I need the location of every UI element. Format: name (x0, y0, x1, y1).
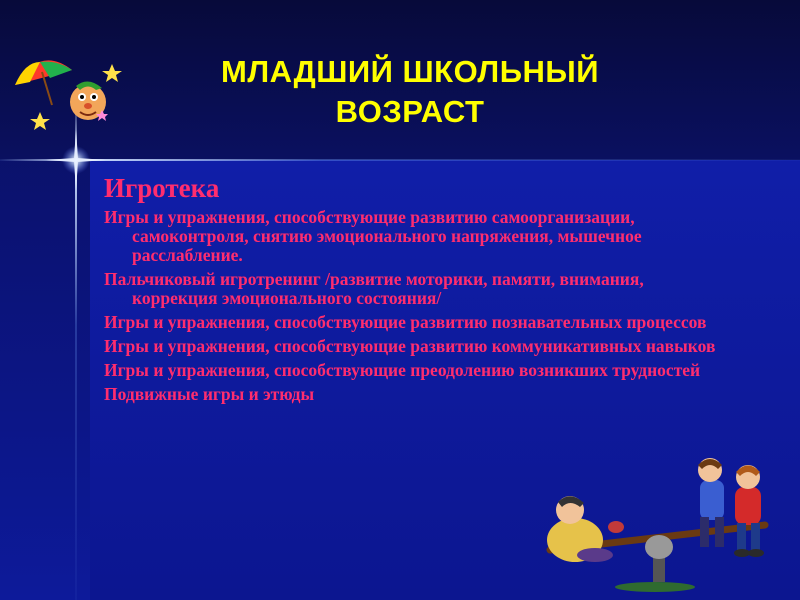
horizontal-divider (0, 159, 800, 161)
list-item: Игры и упражнения, способствующие развитию познавательных процессов (104, 312, 707, 332)
list-item: Подвижные игры и этюды (104, 384, 315, 404)
list-item: Пальчиковый игротренинг /развитие моторики, памяти, внимания, коррекция эмоционального состояния/ (104, 269, 644, 308)
section-title: Игротека (104, 173, 220, 203)
kids-seesaw-icon (540, 455, 780, 595)
list-item: Игры и упражнения, способствующие развитию коммуникативных навыков (104, 336, 716, 356)
list-item: Игры и упражнения, способствующие развитию самоорганизации, самоконтроля, снятию эмоционального напряжения, мышечное расслабление. (104, 207, 642, 265)
title-line-1: МЛАДШИЙ ШКОЛЬНЫЙ (221, 54, 599, 89)
content-list (104, 172, 724, 409)
list-item: Игры и упражнения, способствующие преодолению возникших трудностей (104, 360, 701, 380)
mascot-umbrella-icon (10, 50, 125, 130)
slide-title (170, 52, 650, 132)
title-line-2: ВОЗРАСТ (335, 94, 485, 129)
star-flare-icon (46, 130, 106, 190)
